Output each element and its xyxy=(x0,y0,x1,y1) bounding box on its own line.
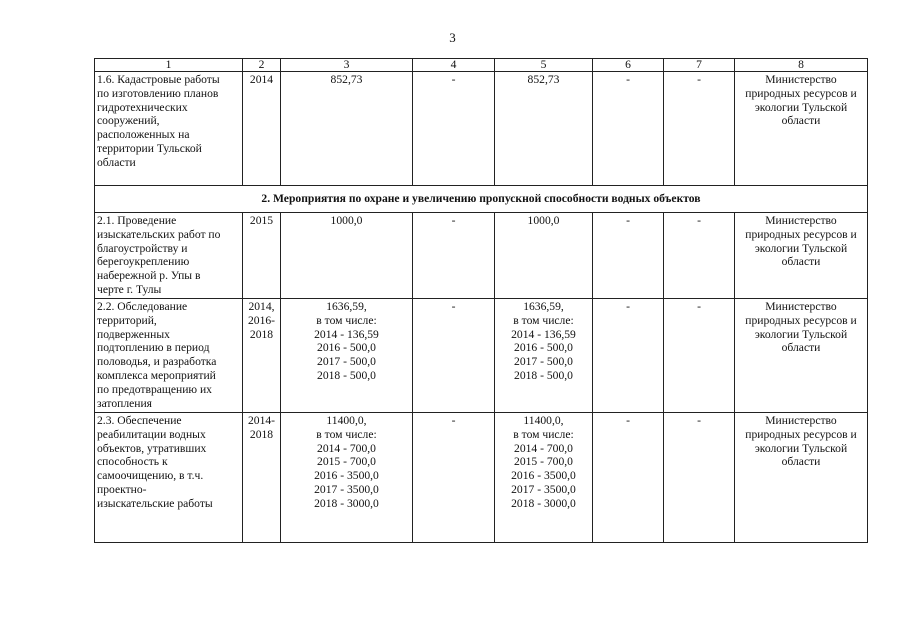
funding-regional-line: 2014 - 136,59 xyxy=(511,327,576,341)
measure-name-line: комплекса мероприятий xyxy=(97,368,216,382)
measure-name-line: половодья, и разработка xyxy=(97,355,217,369)
year-cell xyxy=(243,413,281,543)
funding-local-cell: - xyxy=(593,299,664,413)
measure-name-cell xyxy=(95,413,243,543)
measure-name-line: изыскательские работы xyxy=(97,496,213,510)
measure-name-line: объектов, утративших xyxy=(97,441,207,455)
executor-line: природных ресурсов и xyxy=(745,313,857,327)
measure-name-line: 1.6. Кадастровые работы xyxy=(97,73,220,86)
executor-line: природных ресурсов и xyxy=(745,427,857,441)
measure-name-line: реабилитации водных xyxy=(97,427,206,441)
funding-total-line: 2014 - 136,59 xyxy=(314,327,379,341)
section-heading: 2. Мероприятия по охране и увеличению пропускной способности водных объектов xyxy=(95,186,868,213)
funding-regional-cell xyxy=(495,299,593,413)
measure-name-line: благоустройству и xyxy=(97,241,188,255)
funding-regional-line: 2018 - 500,0 xyxy=(514,368,573,382)
measure-name-line: изыскательских работ по xyxy=(97,227,221,241)
column-number: 2 xyxy=(243,59,281,72)
funding-regional-cell xyxy=(495,213,593,299)
funding-total-cell xyxy=(281,299,413,413)
funding-regional-line: 2016 - 3500,0 xyxy=(511,469,576,483)
measure-name-line: затопления xyxy=(97,396,153,410)
funding-total-line: 1636,59, xyxy=(326,300,367,313)
executor-line: экологии Тульской xyxy=(754,441,848,455)
funding-regional-line: в том числе: xyxy=(513,427,574,441)
year-line: 2018 xyxy=(249,327,274,341)
funding-total-line: 2018 - 3000,0 xyxy=(314,496,379,510)
executor-cell xyxy=(735,299,868,413)
funding-regional-line: 2017 - 3500,0 xyxy=(511,482,576,496)
measure-name-line: территории Тульской xyxy=(97,141,202,155)
funding-regional-line: 1000,0 xyxy=(527,214,560,227)
page-number: 3 xyxy=(449,30,456,45)
year-line: 2015 xyxy=(249,214,274,227)
section-heading-row xyxy=(95,186,868,213)
year-line: 2016- xyxy=(247,313,276,327)
funding-total-line: 2016 - 500,0 xyxy=(317,341,376,355)
measure-name-cell xyxy=(95,72,243,186)
executor-line: Министерство xyxy=(765,73,837,86)
funding-federal-cell: - xyxy=(413,72,495,186)
executor-line: области xyxy=(781,341,821,355)
year-line: 2014, xyxy=(248,300,275,313)
funding-total-line: 2014 - 700,0 xyxy=(317,441,376,455)
funding-other-cell: - xyxy=(664,213,735,299)
funding-other-cell: - xyxy=(664,299,735,413)
funding-regional-line: 2014 - 700,0 xyxy=(514,441,573,455)
measure-name-line: подтоплению в период xyxy=(97,341,210,355)
funding-regional-cell xyxy=(495,72,593,186)
funding-total-line: 2015 - 700,0 xyxy=(317,455,376,469)
measure-name-cell xyxy=(95,299,243,413)
executor-cell xyxy=(735,72,868,186)
measure-name-line: гидротехнических xyxy=(97,100,188,114)
column-number: 7 xyxy=(664,59,735,72)
column-number: 8 xyxy=(735,59,868,72)
funding-total-line: 2016 - 3500,0 xyxy=(314,469,379,483)
measure-name-line: берегоукреплению xyxy=(97,255,190,269)
executor-line: Министерство xyxy=(765,300,837,313)
measure-name-line: по предотвращению их xyxy=(97,382,212,396)
funding-total-line: 11400,0, xyxy=(326,414,367,427)
funding-regional-line: 2015 - 700,0 xyxy=(514,455,573,469)
funding-total-line: в том числе: xyxy=(316,427,377,441)
executor-line: Министерство xyxy=(765,414,837,427)
funding-regional-line: 1636,59, xyxy=(523,300,564,313)
funding-regional-line: в том числе: xyxy=(513,313,574,327)
year-line: 2018 xyxy=(249,427,274,441)
executor-line: области xyxy=(781,255,821,269)
measure-name-line: набережной р. Упы в xyxy=(97,269,201,283)
funding-total-cell xyxy=(281,213,413,299)
measure-name-cell xyxy=(95,213,243,299)
executor-line: области xyxy=(781,114,821,128)
funding-other-cell: - xyxy=(664,413,735,543)
measure-name-line: 2.2. Обследование xyxy=(97,300,188,313)
funding-regional-cell xyxy=(495,413,593,543)
funding-regional-line: 2018 - 3000,0 xyxy=(511,496,576,510)
funding-total-line: в том числе: xyxy=(316,313,377,327)
measure-name-line: 2.3. Обеспечение xyxy=(97,414,182,427)
funding-federal-cell: - xyxy=(413,413,495,543)
measure-name-line: области xyxy=(97,155,136,169)
measure-name-line: сооружений, xyxy=(97,114,160,128)
funding-federal-cell: - xyxy=(413,299,495,413)
measure-name-line: расположенных на xyxy=(97,128,190,142)
year-cell xyxy=(243,299,281,413)
executor-line: экологии Тульской xyxy=(754,241,848,255)
funding-total-line: 2017 - 500,0 xyxy=(317,355,376,369)
table-row xyxy=(95,72,868,186)
year-cell xyxy=(243,213,281,299)
funding-federal-cell: - xyxy=(413,213,495,299)
year-line: 2014 xyxy=(249,73,274,86)
executor-line: природных ресурсов и xyxy=(745,227,857,241)
measures-table xyxy=(94,58,868,543)
measure-name-line: проектно- xyxy=(97,482,147,496)
table-row xyxy=(95,299,868,413)
column-number: 3 xyxy=(281,59,413,72)
executor-line: экологии Тульской xyxy=(754,327,848,341)
funding-other-cell: - xyxy=(664,72,735,186)
executor-line: Министерство xyxy=(765,214,837,227)
funding-total-line: 852,73 xyxy=(330,73,363,86)
year-line: 2014- xyxy=(247,414,276,427)
measure-name-line: самоочищению, в т.ч. xyxy=(97,469,204,483)
funding-regional-line: 2016 - 500,0 xyxy=(514,341,573,355)
funding-total-cell xyxy=(281,413,413,543)
measure-name-line: 2.1. Проведение xyxy=(97,214,177,227)
funding-local-cell: - xyxy=(593,413,664,543)
column-number-row xyxy=(95,59,868,72)
funding-total-line: 2018 - 500,0 xyxy=(317,368,376,382)
column-number: 1 xyxy=(95,59,243,72)
table-row xyxy=(95,413,868,543)
column-number: 5 xyxy=(495,59,593,72)
executor-cell xyxy=(735,413,868,543)
measure-name-line: территорий, xyxy=(97,313,157,327)
column-number: 6 xyxy=(593,59,664,72)
column-number: 4 xyxy=(413,59,495,72)
year-cell xyxy=(243,72,281,186)
measure-name-line: способность к xyxy=(97,455,168,469)
measure-name-line: по изготовлению планов xyxy=(97,86,219,100)
funding-total-line: 1000,0 xyxy=(330,214,363,227)
measure-name-line: черте г. Тулы xyxy=(97,282,162,296)
funding-regional-line: 2017 - 500,0 xyxy=(514,355,573,369)
funding-local-cell: - xyxy=(593,213,664,299)
funding-local-cell: - xyxy=(593,72,664,186)
measure-name-line: подверженных xyxy=(97,327,170,341)
funding-total-line: 2017 - 3500,0 xyxy=(314,482,379,496)
executor-cell xyxy=(735,213,868,299)
executor-line: области xyxy=(781,455,821,469)
funding-total-cell xyxy=(281,72,413,186)
executor-line: экологии Тульской xyxy=(754,100,848,114)
funding-regional-line: 11400,0, xyxy=(523,414,564,427)
funding-regional-line: 852,73 xyxy=(527,73,560,86)
table-row xyxy=(95,213,868,299)
executor-line: природных ресурсов и xyxy=(745,86,857,100)
